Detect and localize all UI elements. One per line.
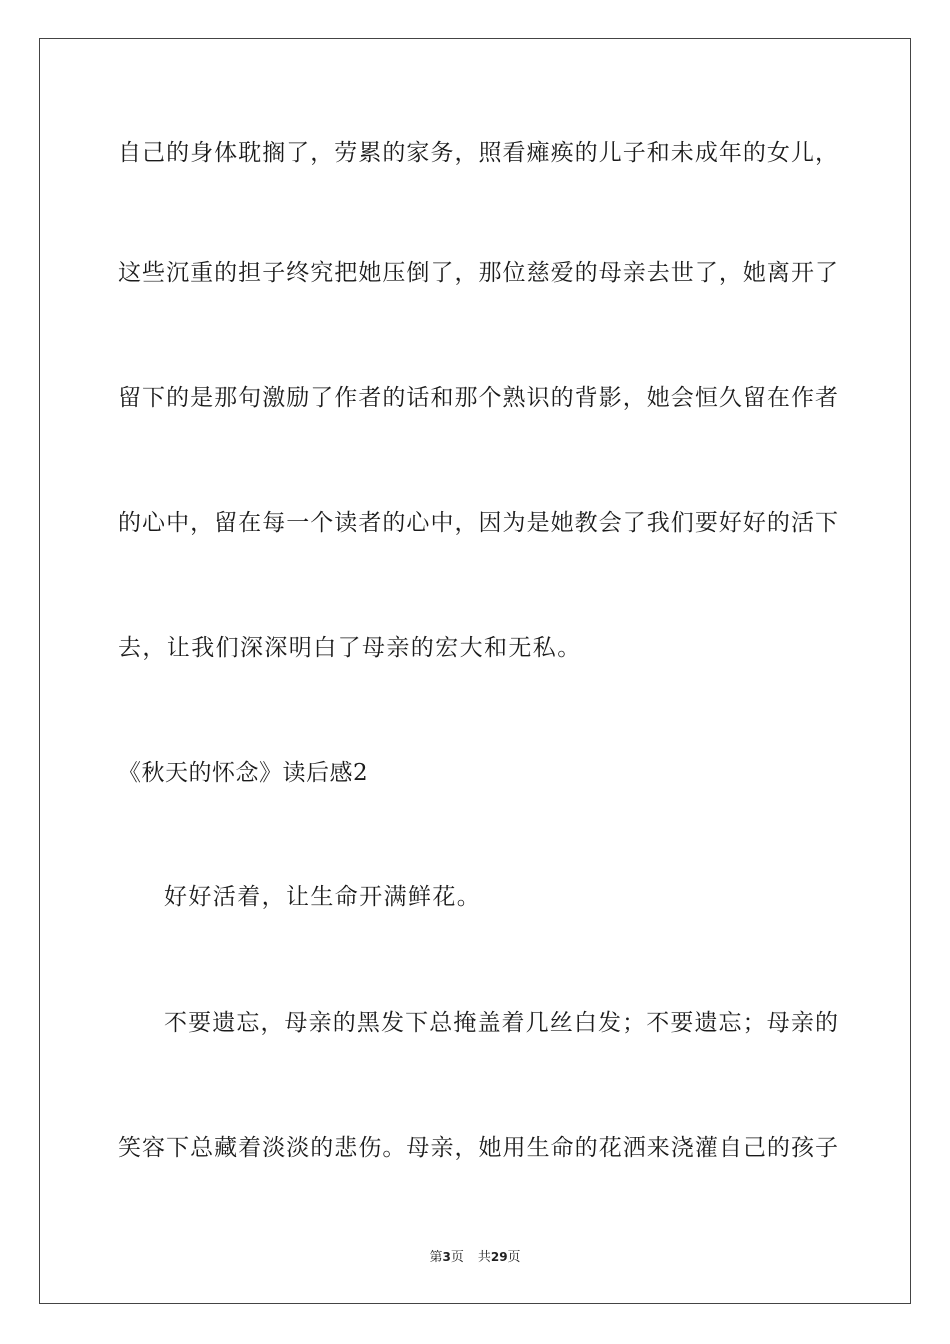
body-line-3: 留下的是那句激励了作者的话和那个熟识的背影，她会恒久留在作者: [118, 385, 838, 411]
footer-page-number: 3: [442, 1250, 451, 1264]
footer-prefix: 第: [429, 1250, 443, 1265]
body-line-4: 的心中，留在每一个读者的心中，因为是她教会了我们要好好的活下: [118, 510, 838, 536]
body-line-5: 去，让我们深深明白了母亲的宏大和无私。: [118, 635, 582, 661]
paragraph-line: 不要遗忘，母亲的黑发下总掩盖着几丝白发；不要遗忘；母亲的: [164, 1010, 838, 1036]
footer-total-prefix: 共: [477, 1250, 491, 1265]
footer-total-pages: 29: [490, 1250, 508, 1264]
paragraph-line: 好好活着，让生命开满鲜花。: [164, 884, 482, 910]
page-frame: [39, 38, 911, 1304]
footer-total-unit: 页: [507, 1250, 521, 1265]
page-footer: [0, 1248, 950, 1267]
body-line-2: 这些沉重的担子终究把她压倒了，那位慈爱的母亲去世了，她离开了: [118, 260, 838, 286]
body-line-1: 自己的身体耽搁了，劳累的家务，照看瘫痪的儿子和未成年的女儿，: [118, 140, 838, 166]
section-heading: 《秋天的怀念》读后感2: [118, 760, 369, 786]
footer-page-unit: 页: [450, 1250, 464, 1265]
paragraph-line: 笑容下总藏着淡淡的悲伤。母亲，她用生命的花洒来浇灌自己的孩子: [118, 1135, 838, 1161]
